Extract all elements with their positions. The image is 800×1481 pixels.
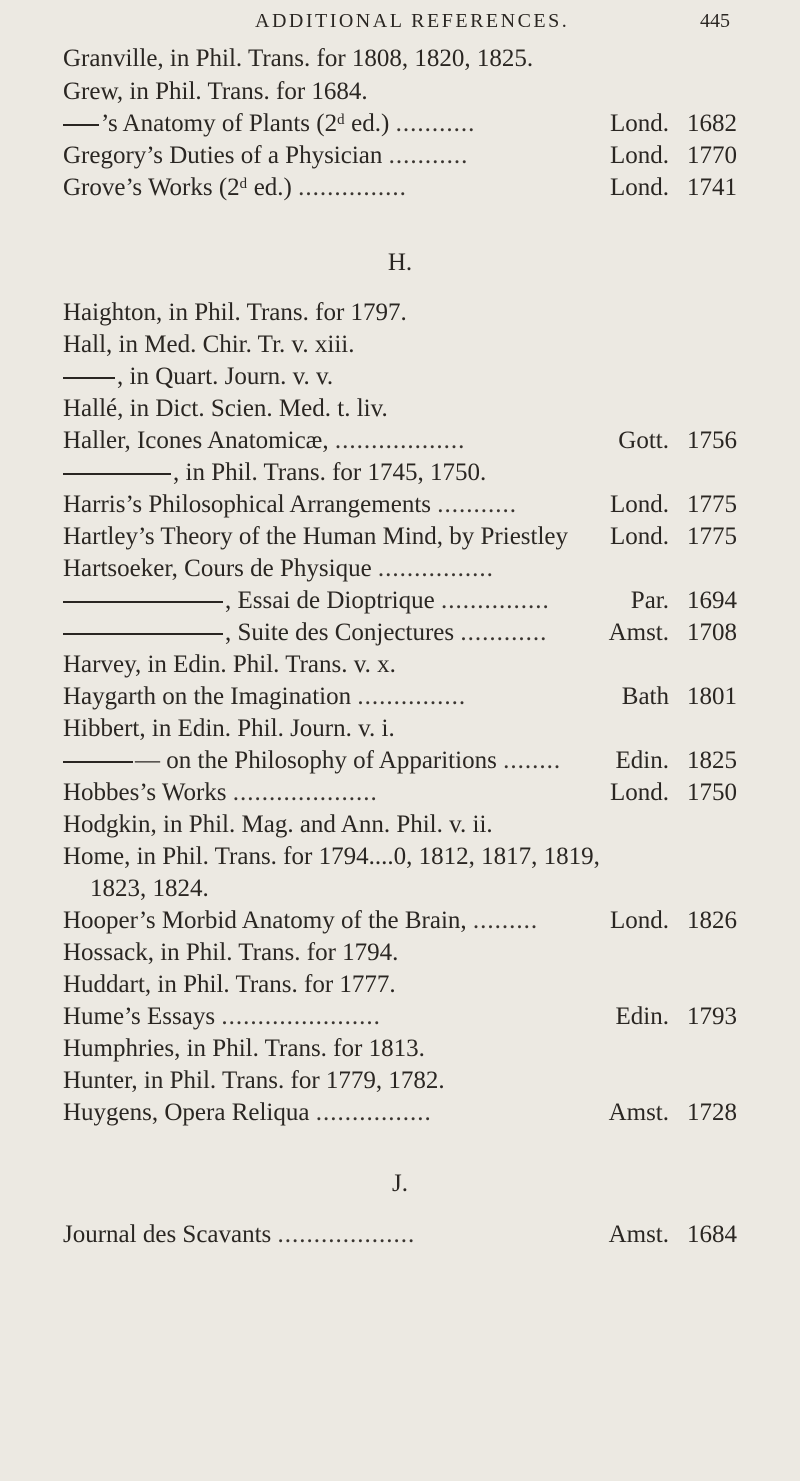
entry-place: Gott.: [618, 427, 669, 454]
reference-entry: [63, 75, 775, 108]
dot-leader: ...............: [298, 174, 407, 201]
entry-text: Journal des Scavants: [63, 1221, 278, 1248]
dot-leader: ................: [377, 555, 494, 582]
reference-entry: [63, 936, 775, 969]
reference-entry: [63, 488, 775, 521]
entry-year: 1775: [687, 523, 737, 550]
dot-leader: ......................: [221, 1003, 381, 1030]
dot-leader: ...............: [440, 587, 550, 614]
entry-text: Hall, in Med. Chir. Tr. v. xiii.: [63, 331, 355, 358]
entry-year: 1684: [687, 1221, 737, 1248]
entry-text: , in Quart. Journ. v. v.: [117, 363, 334, 390]
entry-place: Amst.: [608, 1099, 669, 1126]
reference-entry: [63, 360, 775, 393]
entry-text: Haygarth on the Imagination: [63, 683, 358, 710]
dot-leader: ........: [503, 747, 562, 774]
entry-text: , in Phil. Trans. for 1745, 1750.: [173, 459, 487, 486]
dot-leader: ................: [315, 1099, 432, 1126]
reference-entry: [63, 968, 775, 1001]
entry-text: Harvey, in Edin. Phil. Trans. v. x.: [63, 651, 396, 678]
dot-leader: ...................: [277, 1221, 416, 1248]
entry-text: Gregory’s Duties of a Physician: [63, 142, 389, 169]
entry-place: Lond.: [609, 907, 669, 934]
section-heading-j: J.: [392, 1170, 408, 1197]
entry-text: , Suite des Conjectures: [225, 619, 461, 646]
entry-text: Hibbert, in Edin. Phil. Journ. v. i.: [63, 715, 395, 742]
entry-text: Humphries, in Phil. Trans. for 1813.: [63, 1035, 425, 1062]
reference-entry: [63, 712, 775, 745]
entry-text: Huygens, Opera Reliqua: [63, 1099, 316, 1126]
ditto-dash: [63, 473, 171, 475]
reference-entry: [63, 139, 775, 172]
reference-entry: [63, 680, 775, 713]
entry-year: 1756: [687, 427, 737, 454]
entry-text: ’s Anatomy of Plants (2ᵈ ed.): [101, 110, 396, 137]
reference-entry: [63, 808, 775, 841]
reference-entry: [63, 42, 775, 75]
reference-entry: [63, 1064, 775, 1097]
ditto-dash: [63, 761, 133, 763]
entry-place: Lond.: [609, 110, 669, 137]
reference-entry: [63, 296, 775, 329]
dot-leader: ..................: [334, 427, 466, 454]
dot-leader: ...........: [395, 110, 476, 137]
entry-year: 1708: [687, 619, 737, 646]
reference-entry: [63, 107, 775, 140]
entry-year: 1750: [687, 779, 737, 806]
reference-entry: [63, 1218, 775, 1251]
entry-text: Hooper’s Morbid Anatomy of the Brain,: [63, 907, 473, 934]
reference-entry: [63, 904, 775, 937]
page-number: 445: [700, 10, 730, 32]
section-heading-h: H.: [387, 249, 413, 276]
reference-entry: [63, 1000, 775, 1033]
entry-year: 1770: [687, 142, 737, 169]
entry-place: Par.: [630, 587, 669, 614]
reference-entry: [63, 392, 775, 425]
entry-place: Lond.: [609, 491, 669, 518]
entry-year: 1694: [687, 587, 737, 614]
entry-text: — on the Philosophy of Apparitions: [135, 747, 504, 774]
reference-entry: [63, 520, 775, 553]
entry-text: Hallé, in Dict. Scien. Med. t. liv.: [63, 395, 388, 422]
entry-place: Bath: [621, 683, 669, 710]
ditto-dash: [63, 601, 223, 603]
entry-place: Edin.: [615, 1003, 669, 1030]
reference-entry: [63, 456, 775, 489]
entry-text: Harris’s Philosophical Arrangements: [63, 491, 438, 518]
entry-place: Lond.: [609, 142, 669, 169]
entry-text: Hume’s Essays: [63, 1003, 222, 1030]
entry-text: Home, in Phil. Trans. for 1794....0, 1812, 1817, 1819,: [63, 843, 600, 870]
entry-year: 1825: [687, 747, 737, 774]
dot-leader: ...............: [357, 683, 467, 710]
running-header: [0, 0, 800, 40]
entry-year: 1775: [687, 491, 737, 518]
entry-year: 1728: [687, 1099, 737, 1126]
entry-text: , Essai de Dioptrique: [225, 587, 441, 614]
reference-entry: [63, 840, 775, 873]
entry-year: 1741: [687, 174, 737, 201]
entry-year: 1682: [687, 110, 737, 137]
entry-text: Haighton, in Phil. Trans. for 1797.: [63, 299, 407, 326]
entry-text: 1823, 1824.: [90, 875, 209, 902]
entry-text: Hunter, in Phil. Trans. for 1779, 1782.: [63, 1067, 445, 1094]
ditto-dash: [63, 633, 223, 635]
dot-leader: ............: [460, 619, 548, 646]
entry-text: Hartley’s Theory of the Human Mind, by Priestley: [63, 523, 569, 550]
entry-year: 1826: [687, 907, 737, 934]
entry-text: Huddart, in Phil. Trans. for 1777.: [63, 971, 396, 998]
reference-entry: [63, 616, 775, 649]
entry-place: Lond.: [609, 523, 669, 550]
reference-entry: [63, 648, 775, 681]
reference-entry: [63, 552, 775, 585]
reference-entry: [63, 1096, 775, 1129]
entry-text: Grew, in Phil. Trans. for 1684.: [63, 78, 368, 105]
reference-entry: [63, 424, 775, 457]
reference-entry: [63, 1032, 775, 1065]
dot-leader: ....................: [232, 779, 378, 806]
dot-leader: ...........: [388, 142, 469, 169]
entry-text: Hossack, in Phil. Trans. for 1794.: [63, 939, 399, 966]
reference-entry: [63, 584, 775, 617]
ditto-dash: [63, 377, 115, 379]
entry-text: Hodgkin, in Phil. Mag. and Ann. Phil. v. ii.: [63, 811, 493, 838]
entry-place: Edin.: [615, 747, 669, 774]
ditto-dash: [63, 124, 99, 126]
entry-text: Hobbes’s Works: [63, 779, 233, 806]
entry-text: Hartsoeker, Cours de Physique: [63, 555, 378, 582]
entry-place: Amst.: [608, 619, 669, 646]
entry-text: Grove’s Works (2ᵈ ed.): [63, 174, 299, 201]
header-title: ADDITIONAL REFERENCES.: [255, 10, 570, 32]
reference-entry: [63, 328, 775, 361]
entry-place: Lond.: [609, 174, 669, 201]
entry-year: 1793: [687, 1003, 737, 1030]
entry-place: Amst.: [608, 1221, 669, 1248]
entry-text: Granville, in Phil. Trans. for 1808, 1820, 1825.: [63, 45, 534, 72]
reference-entry: [63, 171, 775, 204]
dot-leader: .........: [472, 907, 539, 934]
entry-year: 1801: [687, 683, 737, 710]
entry-text: Haller, Icones Anatomicæ,: [63, 427, 335, 454]
entry-place: Lond.: [609, 779, 669, 806]
reference-entry: [63, 744, 775, 777]
reference-entry-continuation: [90, 872, 800, 905]
dot-leader: ...........: [437, 491, 517, 518]
reference-entry: [63, 776, 775, 809]
